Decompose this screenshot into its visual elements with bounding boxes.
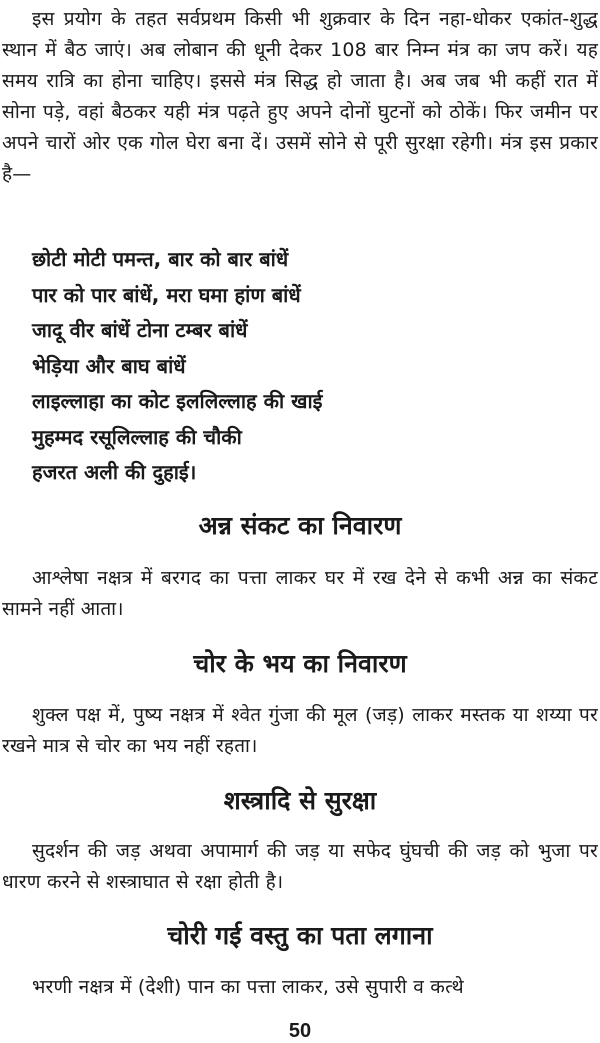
section-paragraph-food-crisis bbox=[2, 563, 598, 625]
section-paragraph-weapon-protection bbox=[2, 836, 598, 898]
section-text: शुक्ल पक्ष में, पुष्य नक्षत्र में श्वेत गुंजा की मूल (जड़) लाकर मस्तक या शय्या पर रखने मात्र से चोर का भय नहीं रहता। bbox=[2, 704, 598, 757]
mantra-line: छोटी मोटी पमन्त, बार को बार बांधें bbox=[32, 247, 289, 271]
section-heading-stolen-item: चोरी गई वस्तु का पता लगाना bbox=[167, 921, 433, 950]
intro-text: इस प्रयोग के तहत सर्वप्रथम किसी भी शुक्रवार के दिन नहा-धोकर एकांत-शुद्ध स्थान में बैठ जाएं। अब लोबान की धूनी देकर 108 बार निम्न मंत्र का जप करें। यह समय रात्रि का होना चाहिए। इससे मंत्र सिद्ध हो जाता है। अब जब भी कहीं रात में सोना पड़े, वहां बैठकर यही मंत्र पढ़ते हुए अपने दोनों घुटनों को ठोकें। फिर जमीन पर अपने चारों ओर एक गोल घेरा बना दें। उसमें सोने से पूरी सुरक्षा रहेगी। मंत्र इस प्रकार है— bbox=[2, 8, 598, 185]
section-paragraph-thief-fear bbox=[2, 700, 598, 762]
mantra-line: मुहम्मद रसूलिल्लाह की चौकी bbox=[32, 424, 242, 449]
section-heading-food-crisis: अन्न संकट का निवारण bbox=[198, 511, 402, 540]
section-heading-weapon-protection: शस्त्रादि से सुरक्षा bbox=[223, 786, 377, 815]
mantra-line: जादू वीर बांधें टोना टम्बर बांधें bbox=[32, 318, 248, 342]
intro-paragraph bbox=[2, 4, 598, 190]
mantra-line: लाइल्लाहा का कोट इललिल्लाह की खाई bbox=[32, 389, 323, 413]
section-text: भरणी नक्षत्र में (देशी) पान का पत्ता लाकर, उसे सुपारी व कत्थे bbox=[32, 976, 464, 998]
section-heading-thief-fear: चोर के भय का निवारण bbox=[193, 649, 407, 678]
mantra-line: हजरत अली की दुहाई। bbox=[32, 460, 197, 484]
section-text: सुदर्शन की जड़ अथवा अपामार्ग की जड़ या सफेद घुंघची की जड़ को भुजा पर धारण करने से शस्त्राघात से रक्षा होती है। bbox=[2, 840, 598, 893]
mantra-line: पार को पार बांधें, मरा घमा हांण बांधें bbox=[32, 282, 301, 307]
page-number: 50 bbox=[288, 1020, 312, 1042]
mantra-block bbox=[32, 242, 572, 491]
section-text: आश्लेषा नक्षत्र में बरगद का पत्ता लाकर घर में रख देने से कभी अन्न का संकट सामने नहीं आता। bbox=[2, 567, 598, 620]
section-paragraph-stolen-item bbox=[2, 972, 598, 1003]
mantra-line: भेड़िया और बाघ बांधें bbox=[32, 353, 186, 378]
